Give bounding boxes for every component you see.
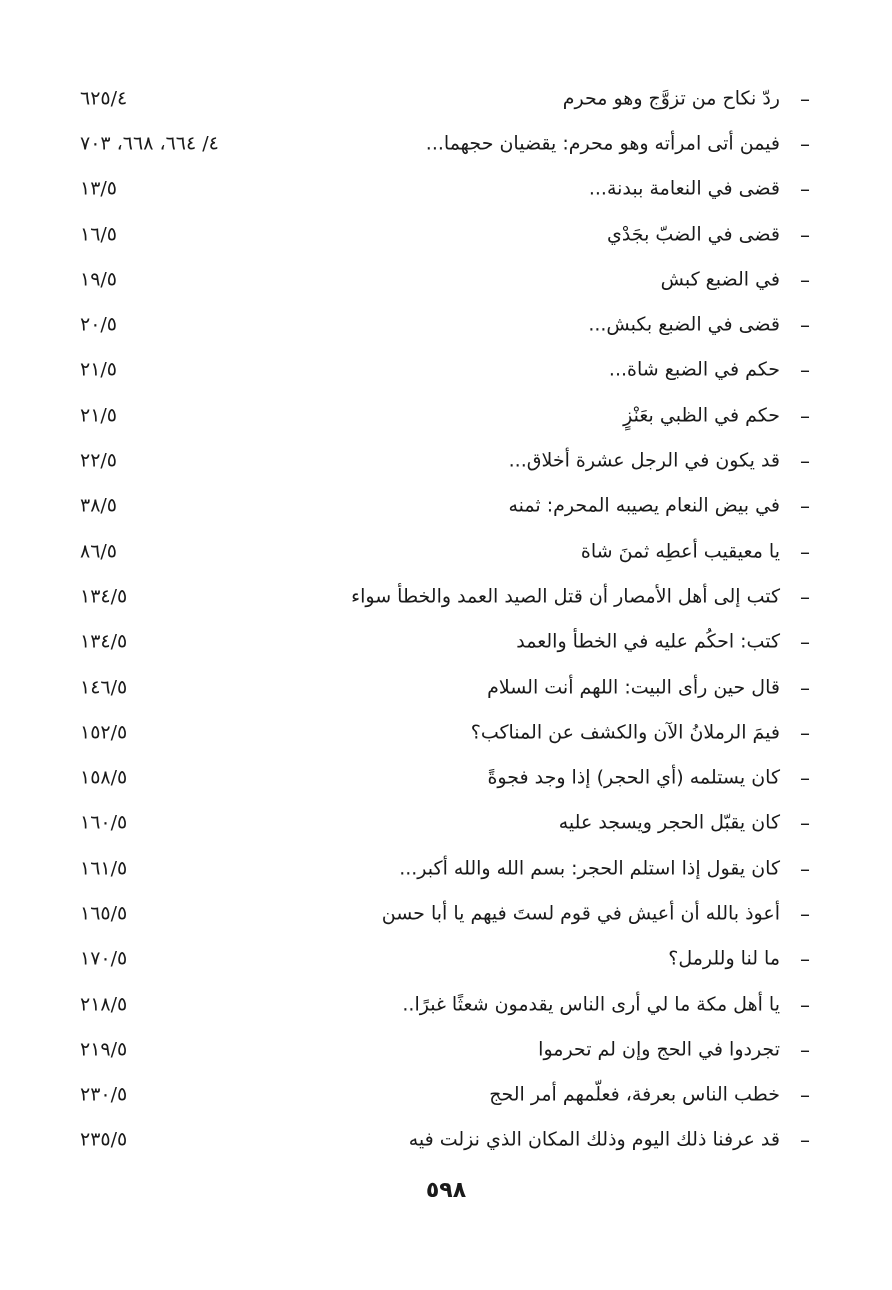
- entry-reference: ١٣/٥: [80, 177, 118, 200]
- entry-dash: –: [800, 494, 810, 519]
- entry-text: حكم في الضبع شاة...: [608, 359, 780, 382]
- index-entry: [80, 1073, 810, 1118]
- entry-dash: –: [800, 992, 810, 1017]
- entry-text: ما لنا وللرمل؟: [668, 947, 780, 970]
- index-entry: [80, 438, 810, 483]
- index-entry: [80, 348, 810, 393]
- entry-text: خطب الناس بعرفة، فعلّمهم أمر الحج: [489, 1083, 780, 1106]
- entry-text: في بيض النعام يصيبه المحرم: ثمنه: [508, 494, 780, 517]
- entry-reference: ٣٨/٥: [80, 494, 118, 517]
- entry-reference: ٢١٨/٥: [80, 993, 128, 1016]
- entry-reference: ١٣٤/٥: [80, 630, 128, 653]
- index-entry: [80, 121, 810, 166]
- index-list: [80, 76, 810, 1163]
- entry-dash: –: [800, 539, 810, 564]
- entry-reference: ١٥٨/٥: [80, 766, 128, 789]
- entry-dash: –: [800, 901, 810, 926]
- entry-dash: –: [800, 675, 810, 700]
- entry-text: كان يقول إذا استلم الحجر: بسم الله والله أكبر...: [399, 857, 780, 880]
- entry-reference: ٤/ ٦٦٤، ٦٦٨، ٧٠٣: [80, 132, 219, 155]
- index-entry: [80, 76, 810, 121]
- entry-dash: –: [800, 131, 810, 156]
- index-entry: [80, 620, 810, 665]
- entry-text: كان يستلمه (أي الحجر) إذا وجد فجوةً: [487, 766, 780, 789]
- entry-reference: ٨٦/٥: [80, 540, 118, 563]
- index-entry: [80, 393, 810, 438]
- entry-reference: ٢٠/٥: [80, 313, 118, 336]
- entry-dash: –: [800, 449, 810, 474]
- entry-reference: ١٥٢/٥: [80, 721, 128, 744]
- index-entry: [80, 257, 810, 302]
- entry-reference: ٢٢/٥: [80, 449, 118, 472]
- entry-reference: ١٦٠/٥: [80, 811, 128, 834]
- entry-dash: –: [800, 267, 810, 292]
- index-entry: [80, 937, 810, 982]
- entry-reference: ١٣٤/٥: [80, 585, 128, 608]
- index-entry: [80, 302, 810, 347]
- entry-reference: ٢٣٠/٥: [80, 1083, 128, 1106]
- index-entry: [80, 982, 810, 1027]
- index-entry: [80, 710, 810, 755]
- index-entry: [80, 1027, 810, 1072]
- entry-dash: –: [800, 856, 810, 881]
- entry-dash: –: [800, 177, 810, 202]
- entry-dash: –: [800, 1083, 810, 1108]
- entry-reference: ٢١/٥: [80, 404, 118, 427]
- index-entry: [80, 529, 810, 574]
- index-entry: [80, 665, 810, 710]
- entry-dash: –: [800, 222, 810, 247]
- entry-text: فيمَ الرملانُ الآن والكشف عن المناكب؟: [470, 721, 780, 744]
- entry-text: كتب: احكُم عليه في الخطأ والعمد: [516, 630, 780, 653]
- entry-dash: –: [800, 811, 810, 836]
- entry-text: يا أهل مكة ما لي أرى الناس يقدمون شعثًا غبرًا..: [402, 993, 780, 1016]
- entry-reference: ١٦٥/٥: [80, 902, 128, 925]
- entry-dash: –: [800, 766, 810, 791]
- entry-reference: ١٤٦/٥: [80, 676, 128, 699]
- entry-dash: –: [800, 584, 810, 609]
- index-entry: [80, 167, 810, 212]
- index-entry: [80, 484, 810, 529]
- page-number: ٥٩٨: [425, 1178, 467, 1203]
- entry-dash: –: [800, 630, 810, 655]
- entry-dash: –: [800, 720, 810, 745]
- entry-text: في الضبع كبش: [660, 268, 780, 291]
- index-entry: [80, 212, 810, 257]
- entry-text: قضى في الضبّ بجَدْي: [606, 223, 780, 246]
- entry-dash: –: [800, 1128, 810, 1153]
- entry-text: قد عرفنا ذلك اليوم وذلك المكان الذي نزلت فيه: [408, 1129, 780, 1152]
- entry-text: قضى في الضبع بكبش...: [588, 313, 780, 336]
- entry-text: حكم في الظبي بعَنْزٍ: [623, 404, 780, 427]
- index-entry: [80, 574, 810, 619]
- entry-text: فيمن أتى امرأته وهو محرم: يقضيان حجهما...: [425, 132, 780, 155]
- entry-reference: ٢٣٥/٥: [80, 1129, 128, 1152]
- entry-dash: –: [800, 313, 810, 338]
- entry-reference: ١٩/٥: [80, 268, 118, 291]
- entry-reference: ٢١/٥: [80, 359, 118, 382]
- entry-text: كتب إلى أهل الأمصار أن قتل الصيد العمد والخطأ سواء: [351, 585, 780, 608]
- index-entry: [80, 891, 810, 936]
- entry-text: تجردوا في الحج وإن لم تحرموا: [538, 1038, 780, 1061]
- entry-dash: –: [800, 403, 810, 428]
- entry-text: قال حين رأى البيت: اللهم أنت السلام: [487, 676, 780, 699]
- entry-reference: ١٦/٥: [80, 223, 118, 246]
- entry-dash: –: [800, 1037, 810, 1062]
- entry-dash: –: [800, 947, 810, 972]
- entry-text: أعوذ بالله أن أعيش في قوم لستَ فيهم يا أبا حسن: [381, 902, 780, 925]
- entry-text: قد يكون في الرجل عشرة أخلاق...: [508, 449, 780, 472]
- entry-reference: ١٦١/٥: [80, 857, 128, 880]
- entry-reference: ١٧٠/٥: [80, 947, 128, 970]
- index-entry: [80, 755, 810, 800]
- entry-text: قضى في النعامة ببدنة...: [588, 177, 780, 200]
- index-entry: [80, 846, 810, 891]
- index-entry: [80, 1118, 810, 1163]
- entry-reference: ٦٢٥/٤: [80, 87, 128, 110]
- entry-dash: –: [800, 358, 810, 383]
- entry-text: ردّ نكاح من تزوَّج وهو محرم: [562, 87, 780, 110]
- index-entry: [80, 801, 810, 846]
- entry-text: يا معيقيب أعطِه ثمنَ شاة: [580, 540, 780, 563]
- entry-reference: ٢١٩/٥: [80, 1038, 128, 1061]
- entry-text: كان يقبّل الحجر ويسجد عليه: [558, 811, 780, 834]
- entry-dash: –: [800, 86, 810, 111]
